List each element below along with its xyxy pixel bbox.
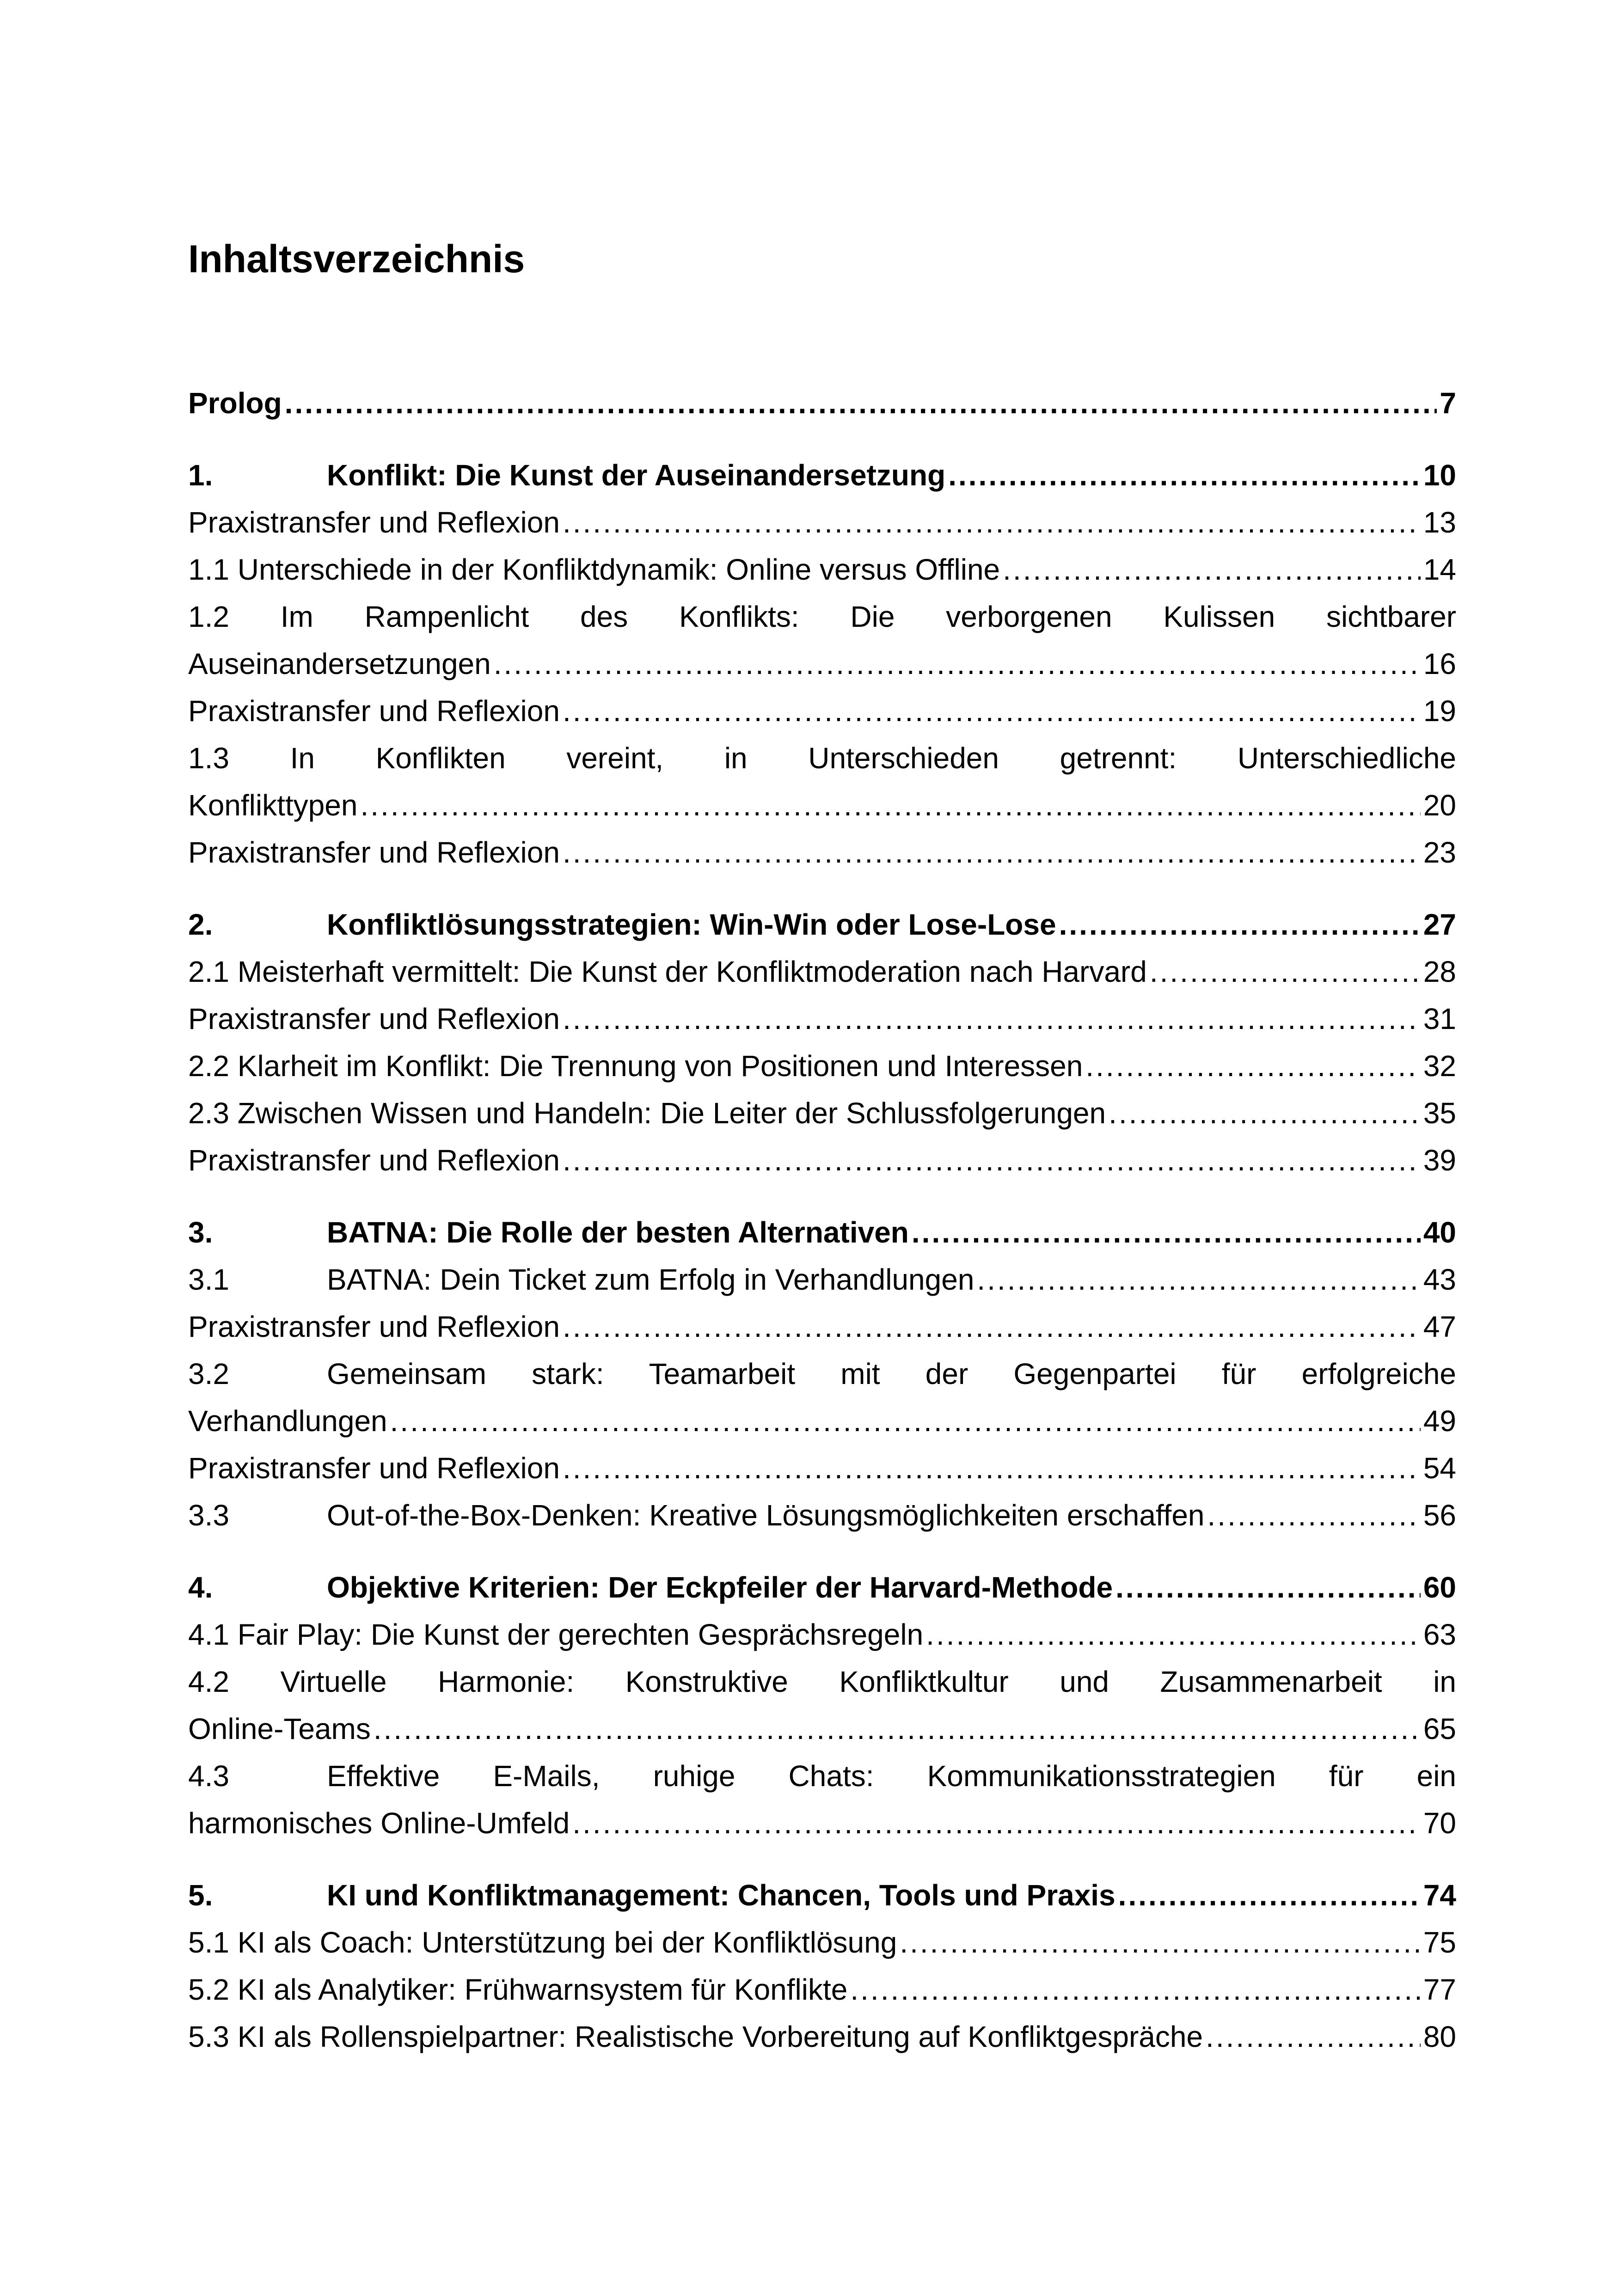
toc-entry-line[interactable] bbox=[188, 546, 1456, 593]
toc-entry-page: 28 bbox=[1423, 955, 1456, 988]
toc-entry-line[interactable] bbox=[188, 1872, 1456, 1919]
toc-entry-page: 54 bbox=[1423, 1451, 1456, 1485]
dot-leader bbox=[1206, 2013, 1421, 2060]
dot-leader bbox=[563, 1445, 1421, 1492]
toc-entry-page: 43 bbox=[1423, 1263, 1456, 1296]
toc-entry-title: Out-of-the-Box-Denken: Kreative Lösungsmöglichkeiten erschaffen bbox=[327, 1499, 1205, 1532]
toc-entry-page: 63 bbox=[1423, 1618, 1456, 1651]
toc-entry-title: Objektive Kriterien: Der Eckpfeiler der Harvard-Methode bbox=[327, 1571, 1113, 1604]
toc-entry-page: 80 bbox=[1423, 2020, 1456, 2053]
toc-entry-page: 23 bbox=[1423, 836, 1456, 869]
toc-entry-line[interactable] bbox=[188, 1303, 1456, 1350]
toc-entry-line[interactable] bbox=[188, 687, 1456, 735]
toc-entry[interactable] bbox=[188, 593, 1456, 687]
dot-leader bbox=[850, 1966, 1420, 2013]
toc-chapter-5 bbox=[188, 1872, 1456, 2060]
toc-entry-page: 39 bbox=[1423, 1144, 1456, 1177]
toc-entry-line[interactable] bbox=[188, 829, 1456, 876]
toc-entry-line[interactable] bbox=[188, 948, 1456, 995]
toc-entry-first-line bbox=[188, 1658, 1456, 1705]
toc-entry-title: Online-Teams bbox=[188, 1712, 371, 1745]
toc-entry-line[interactable] bbox=[188, 2013, 1456, 2060]
toc-entry-title: 1.2 Im Rampenlicht des Konflikts: Die verborgenen Kulissen sichtbarer bbox=[188, 600, 1456, 633]
toc-entry-title: Effektive E-Mails, ruhige Chats: Kommunikationsstrategien für ein bbox=[327, 1759, 1456, 1793]
toc-entry-title: 5.3 KI als Rollenspielpartner: Realistische Vorbereitung auf Konfliktgespräche bbox=[188, 2020, 1203, 2053]
toc-entry-line[interactable] bbox=[188, 782, 1456, 829]
toc-entry-title: Praxistransfer und Reflexion bbox=[188, 1144, 560, 1177]
toc-entry-number: 3.2 bbox=[188, 1357, 229, 1390]
toc-entry-title: Praxistransfer und Reflexion bbox=[188, 1310, 560, 1343]
dot-leader bbox=[563, 499, 1421, 546]
toc-entry-title: Praxistransfer und Reflexion bbox=[188, 836, 560, 869]
toc-entry-title: 2.3 Zwischen Wissen und Handeln: Die Leiter der Schlussfolgerungen bbox=[188, 1096, 1106, 1130]
dot-leader bbox=[948, 452, 1421, 499]
toc-entry-page: 27 bbox=[1423, 908, 1456, 941]
toc-entry-title: Konflikt: Die Kunst der Auseinandersetzung bbox=[327, 459, 946, 492]
toc-entry-number: 5. bbox=[188, 1879, 213, 1912]
toc-entry-page: 13 bbox=[1423, 506, 1456, 539]
toc-entry-page: 32 bbox=[1423, 1049, 1456, 1083]
toc-entry[interactable] bbox=[188, 1658, 1456, 1752]
toc-entry-title: KI und Konfliktmanagement: Chancen, Tools und Praxis bbox=[327, 1879, 1115, 1912]
toc-entry-title: 4.2 Virtuelle Harmonie: Konstruktive Konfliktkultur und Zusammenarbeit in bbox=[188, 1665, 1456, 1698]
toc-entry-title: 5.2 KI als Analytiker: Frühwarnsystem für Konflikte bbox=[188, 1973, 848, 2006]
toc-entry-line[interactable] bbox=[188, 901, 1456, 948]
dot-leader bbox=[1003, 546, 1421, 593]
dot-leader bbox=[1115, 1564, 1421, 1611]
toc-entry-page: 49 bbox=[1423, 1404, 1456, 1438]
toc-entry-title: BATNA: Dein Ticket zum Erfolg in Verhandlungen bbox=[327, 1263, 974, 1296]
toc-entry-page: 19 bbox=[1423, 694, 1456, 728]
toc-entry-number: 3.1 bbox=[188, 1263, 229, 1296]
toc-entry-page: 16 bbox=[1423, 647, 1456, 680]
toc-entry-number: 4. bbox=[188, 1571, 213, 1604]
toc-entry-line[interactable] bbox=[188, 1090, 1456, 1137]
dot-leader bbox=[563, 829, 1421, 876]
toc-entry-first-line bbox=[188, 1752, 1456, 1800]
toc-entry-first-line bbox=[188, 593, 1456, 640]
toc-entry-line[interactable] bbox=[188, 995, 1456, 1042]
toc-entry-page: 65 bbox=[1423, 1712, 1456, 1745]
dot-leader bbox=[360, 782, 1420, 829]
toc-entry-page: 7 bbox=[1440, 386, 1456, 420]
toc-entry-line[interactable] bbox=[188, 1611, 1456, 1658]
dot-leader bbox=[1150, 948, 1421, 995]
toc-entry-line[interactable] bbox=[188, 499, 1456, 546]
toc-entry-line[interactable] bbox=[188, 452, 1456, 499]
toc-entry-title: Konflikttypen bbox=[188, 789, 358, 822]
toc-entry-page: 10 bbox=[1423, 459, 1456, 492]
toc-entry-line[interactable] bbox=[188, 640, 1456, 687]
toc-entry-page: 60 bbox=[1423, 1571, 1456, 1604]
toc-entry-title: Praxistransfer und Reflexion bbox=[188, 1451, 560, 1485]
toc-entry-title: Praxistransfer und Reflexion bbox=[188, 506, 560, 539]
dot-leader bbox=[390, 1397, 1421, 1445]
toc-entry-title: 2.2 Klarheit im Konflikt: Die Trennung von Positionen und Interessen bbox=[188, 1049, 1083, 1083]
toc-entry-first-line bbox=[188, 1350, 1456, 1397]
dot-leader bbox=[1118, 1872, 1421, 1919]
dot-leader bbox=[1085, 1042, 1420, 1090]
toc-entry-title: Gemeinsam stark: Teamarbeit mit der Gegenpartei für erfolgreiche bbox=[327, 1357, 1456, 1390]
toc-entry-line[interactable] bbox=[188, 1042, 1456, 1090]
dot-leader bbox=[572, 1800, 1421, 1847]
dot-leader bbox=[1109, 1090, 1421, 1137]
toc-entry[interactable] bbox=[188, 1752, 1456, 1847]
toc-entry-title: 1.1 Unterschiede in der Konfliktdynamik: Online versus Offline bbox=[188, 553, 1000, 586]
toc-chapter-3 bbox=[188, 1209, 1456, 1539]
toc-entry[interactable] bbox=[188, 735, 1456, 829]
toc-entry-number: 3. bbox=[188, 1216, 213, 1249]
toc-entry-page: 20 bbox=[1423, 789, 1456, 822]
table-of-contents bbox=[188, 380, 1456, 2060]
toc-entry-prolog[interactable] bbox=[188, 380, 1456, 427]
toc-entry-line[interactable] bbox=[188, 1919, 1456, 1966]
toc-entry-number: 3.3 bbox=[188, 1499, 229, 1532]
toc-entry-page: 75 bbox=[1423, 1926, 1456, 1959]
dot-leader bbox=[1059, 901, 1421, 948]
toc-entry-title: Prolog bbox=[188, 386, 282, 420]
toc-entry-page: 74 bbox=[1423, 1879, 1456, 1912]
toc-entry-first-line bbox=[188, 735, 1456, 782]
toc-entry-page: 35 bbox=[1423, 1096, 1456, 1130]
toc-entry-line[interactable] bbox=[188, 1492, 1456, 1539]
toc-entry-line[interactable] bbox=[188, 1966, 1456, 2013]
toc-entry-line[interactable] bbox=[188, 1397, 1456, 1445]
toc-entry-title: Verhandlungen bbox=[188, 1404, 387, 1438]
toc-entry-title: BATNA: Die Rolle der besten Alternativen bbox=[327, 1216, 909, 1249]
dot-leader bbox=[563, 995, 1421, 1042]
toc-entry-title: Praxistransfer und Reflexion bbox=[188, 1002, 560, 1035]
toc-entry-number: 2. bbox=[188, 908, 213, 941]
dot-leader bbox=[912, 1209, 1421, 1256]
toc-entry-title: 5.1 KI als Coach: Unterstützung bei der Konfliktlösung bbox=[188, 1926, 897, 1959]
toc-entry-number: 1. bbox=[188, 459, 213, 492]
toc-entry-page: 47 bbox=[1423, 1310, 1456, 1343]
toc-entry-number: 4.3 bbox=[188, 1759, 229, 1793]
toc-entry-line[interactable] bbox=[188, 1137, 1456, 1184]
dot-leader bbox=[1207, 1492, 1421, 1539]
toc-entry-page: 14 bbox=[1423, 553, 1456, 586]
toc-entry-title: 4.1 Fair Play: Die Kunst der gerechten Gesprächsregeln bbox=[188, 1618, 924, 1651]
dot-leader bbox=[494, 640, 1421, 687]
dot-leader bbox=[563, 687, 1421, 735]
dot-leader bbox=[374, 1705, 1421, 1752]
toc-entry-page: 77 bbox=[1423, 1973, 1456, 2006]
toc-entry[interactable] bbox=[188, 1350, 1456, 1445]
toc-entry-title: 1.3 In Konflikten vereint, in Unterschieden getrennt: Unterschiedliche bbox=[188, 741, 1456, 775]
toc-chapter-1 bbox=[188, 452, 1456, 876]
page-title: Inhaltsverzeichnis bbox=[188, 237, 525, 281]
toc-entry-line[interactable] bbox=[188, 1705, 1456, 1752]
dot-leader bbox=[977, 1256, 1420, 1303]
dot-leader bbox=[900, 1919, 1421, 1966]
dot-leader bbox=[926, 1611, 1421, 1658]
toc-entry-page: 40 bbox=[1423, 1216, 1456, 1249]
toc-entry-title: Konfliktlösungsstrategien: Win-Win oder Lose-Lose bbox=[327, 908, 1056, 941]
toc-entry-title: 2.1 Meisterhaft vermittelt: Die Kunst der Konfliktmoderation nach Harvard bbox=[188, 955, 1147, 988]
toc-entry-line[interactable] bbox=[188, 1256, 1456, 1303]
toc-entry-page: 31 bbox=[1423, 1002, 1456, 1035]
dot-leader bbox=[285, 380, 1437, 427]
toc-entry-line[interactable] bbox=[188, 1445, 1456, 1492]
dot-leader bbox=[563, 1303, 1421, 1350]
toc-entry-title: Auseinandersetzungen bbox=[188, 647, 491, 680]
toc-entry-page: 56 bbox=[1423, 1499, 1456, 1532]
dot-leader bbox=[563, 1137, 1421, 1184]
toc-entry-line[interactable] bbox=[188, 1564, 1456, 1611]
toc-entry-line[interactable] bbox=[188, 1209, 1456, 1256]
toc-entry-page: 70 bbox=[1423, 1806, 1456, 1840]
toc-chapter-4 bbox=[188, 1564, 1456, 1847]
toc-entry-title: Praxistransfer und Reflexion bbox=[188, 694, 560, 728]
toc-chapter-2 bbox=[188, 901, 1456, 1184]
toc-entry-title: harmonisches Online-Umfeld bbox=[188, 1806, 570, 1840]
toc-entry-line[interactable] bbox=[188, 1800, 1456, 1847]
